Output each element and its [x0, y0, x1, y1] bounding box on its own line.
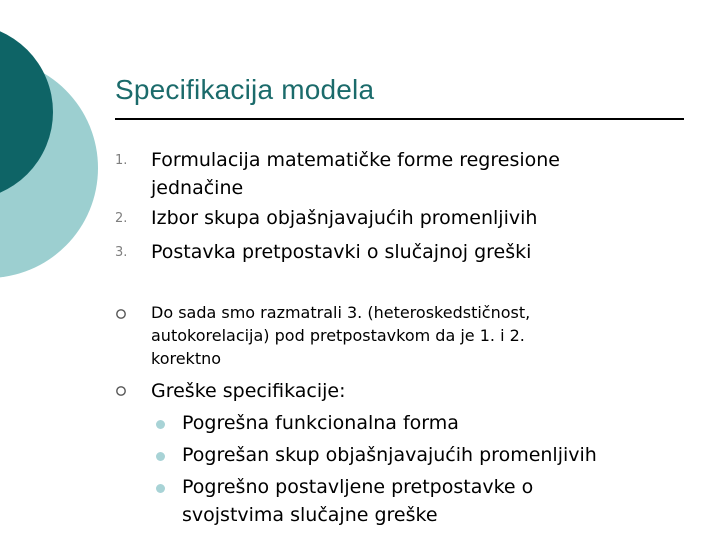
ring-bullet-icon: [115, 384, 129, 398]
page-title: Specifikacija modela: [115, 74, 375, 105]
list-number: 1.: [115, 153, 128, 168]
decorative-circles: [0, 0, 110, 300]
dot-bullet-icon: [156, 484, 165, 493]
list-number: 2.: [115, 211, 128, 226]
list-item-text: Izbor skupa objašnjavajućih promenljivih: [151, 207, 538, 229]
sub-list-item: svojstvima slučajne greške: [182, 504, 438, 526]
note-line: autokorelacija) pod pretpostavkom da je 1. i 2.: [151, 326, 525, 345]
sub-list-item: Pogrešna funkcionalna forma: [182, 412, 459, 434]
sub-list-item: Pogrešno postavljene pretpostavke o: [182, 476, 534, 498]
list-number: 3.: [115, 245, 128, 260]
list-item-text: jednačine: [151, 177, 244, 199]
sub-list-item: Pogrešan skup objašnjavajućih promenljivih: [182, 444, 597, 466]
dot-bullet-icon: [156, 420, 165, 429]
note-line: Do sada smo razmatrali 3. (heteroskedstičnost,: [151, 303, 531, 322]
title-divider: [115, 118, 684, 120]
note-line: korektno: [151, 349, 222, 368]
list-item-text: Formulacija matematičke forme regresione: [151, 149, 560, 171]
dot-bullet-icon: [156, 452, 165, 461]
errors-heading: Greške specifikacije:: [151, 380, 346, 402]
list-item-text: Postavka pretpostavki o slučajnoj greški: [151, 241, 532, 263]
ring-bullet-icon: [115, 307, 129, 321]
